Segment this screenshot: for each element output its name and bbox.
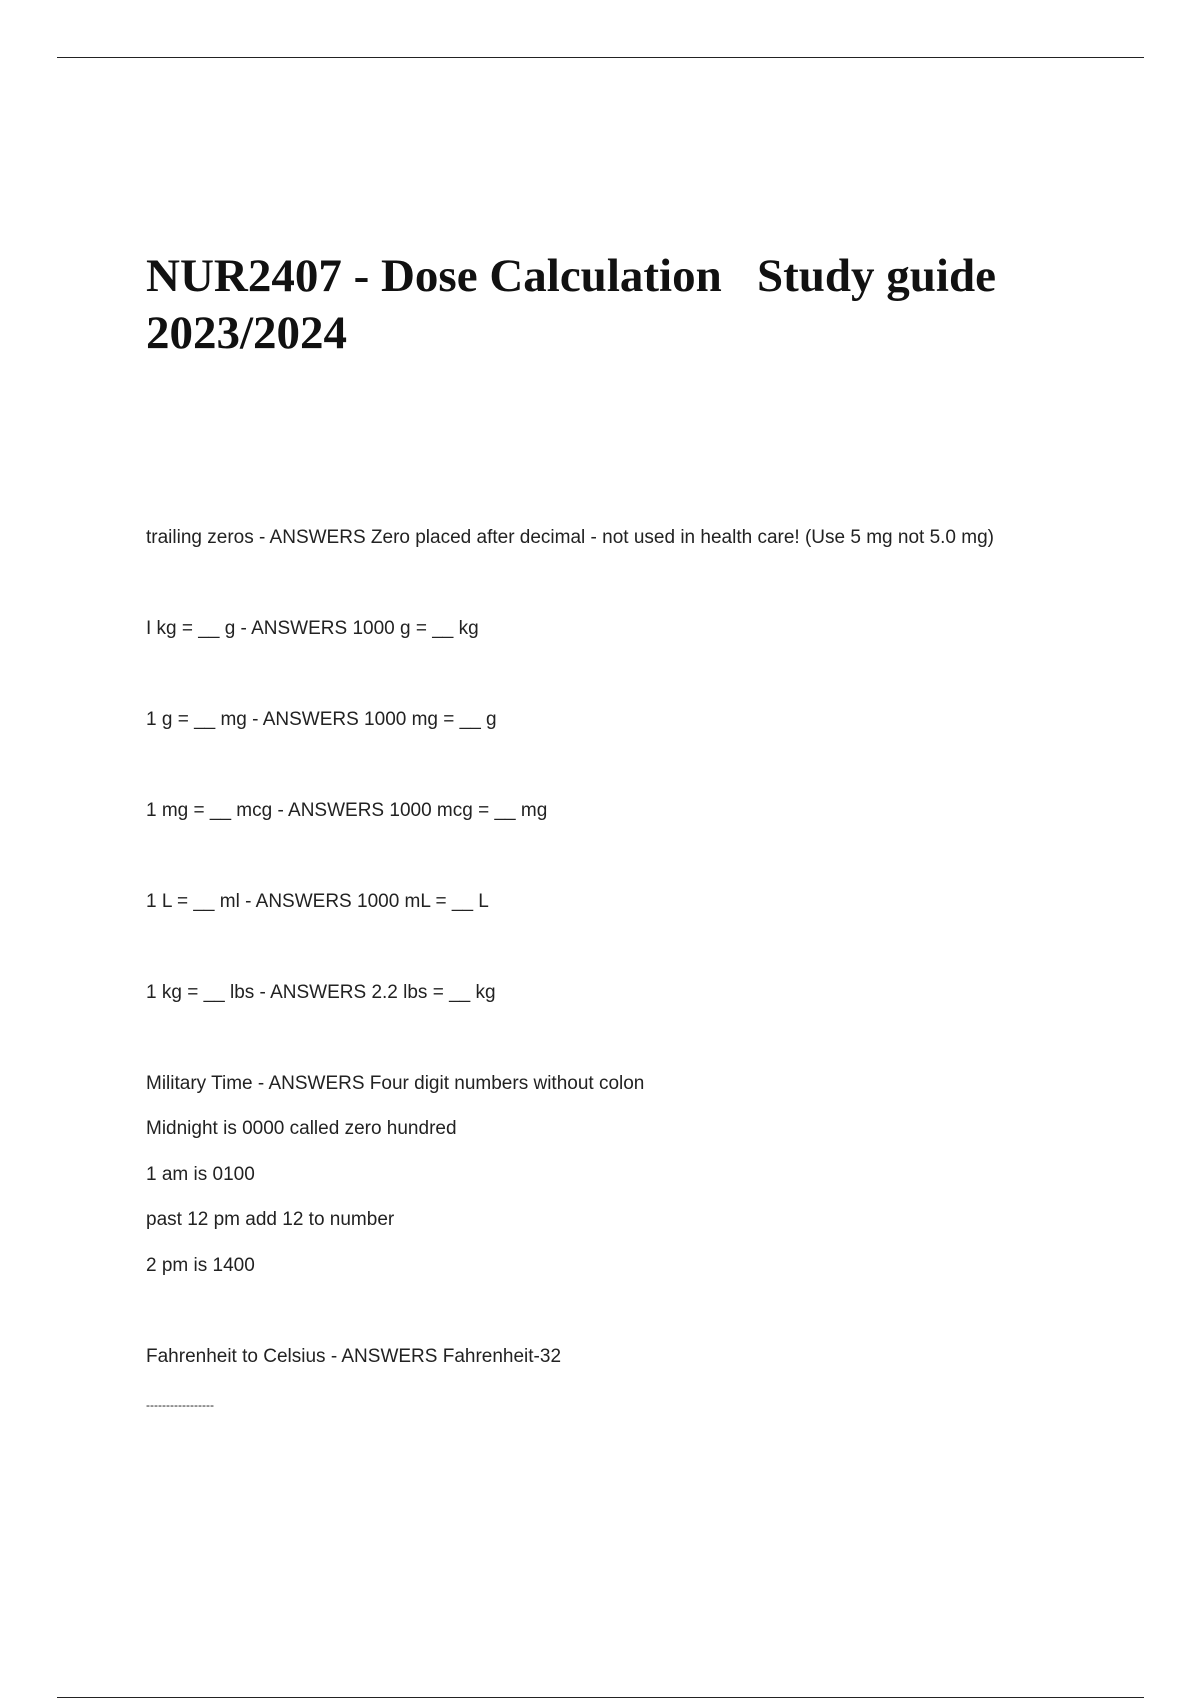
entry-mg-mcg: 1 mg = __ mcg - ANSWERS 1000 mcg = __ mg	[146, 800, 548, 821]
entry-military-time: Military Time - ANSWERS Four digit numbers without colon	[146, 1073, 645, 1094]
document-title: NUR2407 - Dose Calculation Study guide 2023/2024	[146, 250, 1008, 359]
entry-trailing-zeros: trailing zeros - ANSWERS Zero placed after decimal - not used in health care! (Use 5 mg not 5.0 mg)	[146, 527, 994, 548]
entry-1am: 1 am is 0100	[146, 1164, 255, 1185]
top-rule	[57, 57, 1144, 58]
entry-g-mg: 1 g = __ mg - ANSWERS 1000 mg = __ g	[146, 709, 497, 730]
entry-kg-g: I kg = __ g - ANSWERS 1000 g = __ kg	[146, 618, 479, 639]
entry-fahrenheit-celsius: Fahrenheit to Celsius - ANSWERS Fahrenheit-32	[146, 1346, 562, 1367]
entry-l-ml: 1 L = __ ml - ANSWERS 1000 mL = __ L	[146, 891, 489, 912]
bottom-rule	[57, 1697, 1144, 1698]
entry-2pm: 2 pm is 1400	[146, 1255, 255, 1276]
entry-kg-lbs: 1 kg = __ lbs - ANSWERS 2.2 lbs = __ kg	[146, 982, 496, 1003]
dashed-separator: -----------------	[146, 1398, 214, 1412]
entry-past-12pm: past 12 pm add 12 to number	[146, 1209, 395, 1230]
entry-midnight: Midnight is 0000 called zero hundred	[146, 1118, 457, 1139]
